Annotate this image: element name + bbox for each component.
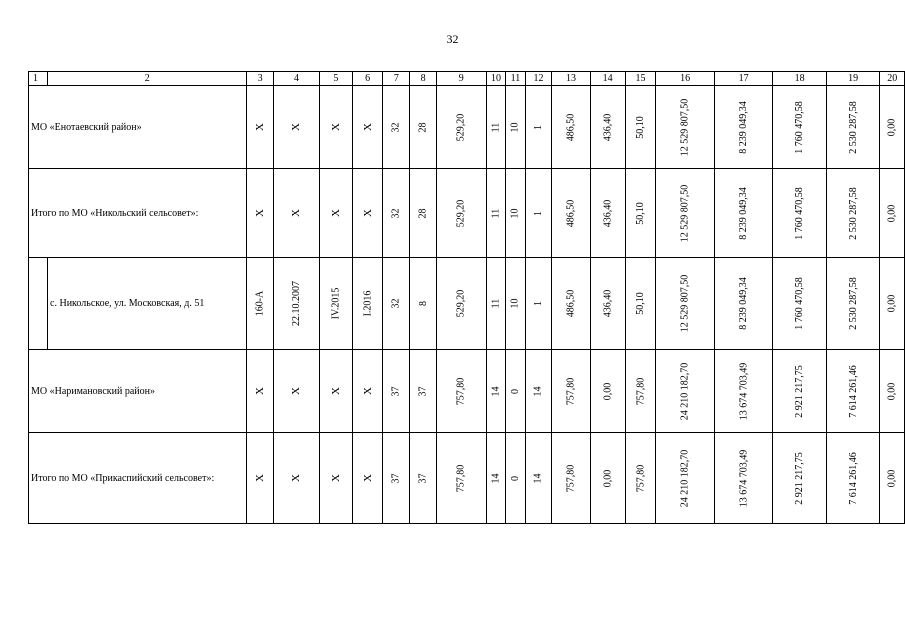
value-cell [773, 350, 827, 433]
cell-value: Х [329, 209, 342, 217]
value-cell [826, 433, 880, 524]
cell-value: 757,80 [565, 464, 577, 492]
cell-value: 486,50 [565, 113, 577, 141]
value-cell [656, 258, 715, 350]
value-cell [273, 258, 319, 350]
value-cell [486, 433, 506, 524]
value-cell [625, 258, 656, 350]
cell-value: 0,00 [886, 204, 898, 222]
value-cell [525, 169, 552, 258]
cell-value: 12 529 807,50 [679, 98, 691, 156]
value-cell [319, 433, 352, 524]
value-cell [552, 433, 590, 524]
value-cell [436, 258, 486, 350]
cell-value: 50,10 [635, 292, 647, 315]
value-cell [714, 433, 773, 524]
value-cell [247, 433, 274, 524]
cell-value: 13 674 703,49 [738, 362, 750, 420]
cell-value: 28 [417, 122, 429, 132]
col-7: 7 [383, 72, 410, 86]
value-cell [773, 258, 827, 350]
col-17: 17 [714, 72, 773, 86]
col-16: 16 [656, 72, 715, 86]
row-name-cell: Итого по МО «Никольский сельсовет»: [29, 169, 247, 258]
register-table [28, 71, 905, 524]
cell-value: 10 [509, 122, 521, 132]
value-cell [319, 258, 352, 350]
cell-value: 0,00 [886, 469, 898, 487]
cell-value: 14 [490, 473, 502, 483]
value-cell [273, 86, 319, 169]
value-cell [590, 350, 625, 433]
value-cell [383, 350, 410, 433]
cell-value: 10 [509, 208, 521, 218]
cell-value: 2 530 287,58 [847, 186, 859, 240]
cell-value: 37 [390, 473, 402, 483]
cell-value: IV.2015 [330, 287, 342, 320]
cell-value: Х [290, 474, 303, 482]
cell-value: 32 [390, 298, 402, 309]
cell-value: Х [290, 209, 303, 217]
value-cell [247, 350, 274, 433]
value-cell [590, 258, 625, 350]
cell-value: 529,20 [455, 289, 467, 318]
value-cell [525, 350, 552, 433]
value-cell [506, 350, 525, 433]
cell-value: 1 [532, 124, 544, 130]
cell-value: 0,00 [602, 382, 614, 400]
value-cell [436, 350, 486, 433]
cell-value: 28 [417, 208, 429, 218]
cell-value: 14 [490, 386, 502, 396]
cell-value: 1 [532, 301, 544, 306]
table-row [29, 86, 905, 169]
cell-value: 37 [417, 386, 429, 396]
cell-value: 529,20 [455, 113, 467, 141]
cell-value: I.2016 [362, 290, 374, 317]
value-cell [383, 169, 410, 258]
cell-value: 50,10 [635, 201, 647, 225]
value-cell [773, 433, 827, 524]
value-cell [486, 86, 506, 169]
value-cell [383, 258, 410, 350]
col-12: 12 [525, 72, 552, 86]
value-cell [826, 258, 880, 350]
value-cell [714, 350, 773, 433]
value-cell [714, 86, 773, 169]
cell-value: 24 210 182,70 [679, 449, 691, 507]
value-cell [486, 169, 506, 258]
value-cell [880, 350, 905, 433]
col-18: 18 [773, 72, 827, 86]
col-2: 2 [48, 72, 247, 86]
value-cell [352, 169, 383, 258]
col-14: 14 [590, 72, 625, 86]
value-cell [436, 433, 486, 524]
cell-value: 22.10.2007 [290, 281, 302, 326]
page-number: 32 [446, 32, 459, 46]
cell-value: 0,00 [886, 294, 898, 313]
value-cell [552, 258, 590, 350]
value-cell [410, 86, 437, 169]
cell-value: Х [361, 209, 374, 217]
value-cell [352, 86, 383, 169]
value-cell [525, 258, 552, 350]
table-row [29, 169, 905, 258]
cell-value: 1 760 470,58 [794, 186, 806, 240]
row-index-cell [29, 258, 48, 350]
value-cell [552, 86, 590, 169]
value-cell [436, 86, 486, 169]
value-cell [656, 350, 715, 433]
cell-value: Х [329, 474, 342, 482]
col-19: 19 [826, 72, 880, 86]
cell-value: Х [329, 387, 342, 395]
cell-value: 32 [390, 122, 402, 132]
table-row [29, 350, 905, 433]
cell-value: Х [361, 387, 374, 395]
cell-value: Х [254, 474, 267, 482]
cell-value: Х [254, 209, 267, 217]
cell-value: 13 674 703,49 [738, 449, 750, 507]
table-row [29, 433, 905, 524]
value-cell [880, 258, 905, 350]
cell-value: 24 210 182,70 [679, 362, 691, 420]
value-cell [436, 169, 486, 258]
value-cell [273, 169, 319, 258]
cell-value: 14 [532, 473, 544, 483]
cell-value: 14 [532, 386, 544, 396]
value-cell [773, 169, 827, 258]
cell-value: 10 [509, 298, 521, 309]
col-13: 13 [552, 72, 590, 86]
value-cell [880, 169, 905, 258]
cell-value: 8 239 049,34 [738, 186, 750, 240]
value-cell [714, 258, 773, 350]
cell-value: 1 [532, 210, 544, 216]
cell-value: 11 [490, 208, 502, 218]
value-cell [506, 258, 525, 350]
col-20: 20 [880, 72, 905, 86]
value-cell [625, 433, 656, 524]
value-cell [656, 169, 715, 258]
col-11: 11 [506, 72, 525, 86]
value-cell [486, 350, 506, 433]
value-cell [625, 169, 656, 258]
value-cell [486, 258, 506, 350]
cell-value: 50,10 [635, 115, 647, 139]
value-cell [506, 433, 525, 524]
cell-value: 8 239 049,34 [738, 277, 750, 330]
cell-value: 7 614 261,46 [847, 364, 859, 418]
value-cell [880, 433, 905, 524]
value-cell [552, 350, 590, 433]
value-cell [273, 350, 319, 433]
cell-value: 8 239 049,34 [738, 100, 750, 154]
cell-value: Х [290, 123, 303, 131]
cell-value: 0 [509, 388, 521, 394]
cell-value: 436,40 [602, 289, 614, 318]
cell-value: 486,50 [565, 199, 577, 227]
value-cell [410, 258, 437, 350]
value-cell [552, 169, 590, 258]
cell-value: Х [254, 123, 267, 131]
col-10: 10 [486, 72, 506, 86]
cell-value: 757,80 [455, 377, 467, 405]
cell-value: Х [329, 123, 342, 131]
col-3: 3 [247, 72, 274, 86]
cell-value: Х [361, 474, 374, 482]
value-cell [826, 169, 880, 258]
col-8: 8 [410, 72, 437, 86]
value-cell [247, 86, 274, 169]
column-number-row [29, 72, 905, 86]
value-cell [656, 433, 715, 524]
value-cell [590, 86, 625, 169]
value-cell [383, 86, 410, 169]
value-cell [352, 433, 383, 524]
value-cell [773, 86, 827, 169]
value-cell [410, 169, 437, 258]
cell-value: 12 529 807,50 [679, 184, 691, 242]
cell-value: Х [254, 387, 267, 395]
cell-value: 436,40 [602, 199, 614, 227]
col-9: 9 [436, 72, 486, 86]
row-name-cell: с. Никольское, ул. Московская, д. 51 [48, 258, 247, 350]
value-cell [319, 86, 352, 169]
cell-value: 12 529 807,50 [679, 274, 691, 333]
cell-value: 1 760 470,58 [794, 277, 806, 330]
value-cell [590, 433, 625, 524]
cell-value: 486,50 [565, 289, 577, 318]
value-cell [625, 86, 656, 169]
value-cell [352, 350, 383, 433]
value-cell [625, 350, 656, 433]
cell-value: 436,40 [602, 113, 614, 141]
row-name-cell: Итого по МО «Прикаспийский сельсовет»: [29, 433, 247, 524]
cell-value: 529,20 [455, 199, 467, 227]
cell-value: 160-А [254, 290, 266, 317]
value-cell [247, 169, 274, 258]
value-cell [590, 169, 625, 258]
cell-value: 11 [490, 298, 502, 309]
value-cell [352, 258, 383, 350]
cell-value: 1 760 470,58 [794, 100, 806, 154]
cell-value: 0,00 [602, 469, 614, 487]
cell-value: 0,00 [886, 118, 898, 136]
cell-value: 757,80 [455, 464, 467, 492]
value-cell [525, 433, 552, 524]
cell-value: 0,00 [886, 382, 898, 400]
cell-value: 37 [390, 386, 402, 396]
cell-value: 2 530 287,58 [847, 100, 859, 154]
value-cell [247, 258, 274, 350]
value-cell [506, 169, 525, 258]
value-cell [383, 433, 410, 524]
col-1: 1 [29, 72, 48, 86]
value-cell [826, 86, 880, 169]
value-cell [319, 169, 352, 258]
value-cell [319, 350, 352, 433]
cell-value: 2 921 217,75 [794, 451, 806, 505]
cell-value: 8 [417, 301, 429, 306]
table-row [29, 258, 905, 350]
col-6: 6 [352, 72, 383, 86]
cell-value: Х [290, 387, 303, 395]
row-name-cell: МО «Наримановский район» [29, 350, 247, 433]
col-5: 5 [319, 72, 352, 86]
value-cell [410, 433, 437, 524]
cell-value: 37 [417, 473, 429, 483]
cell-value: 11 [490, 122, 502, 132]
value-cell [410, 350, 437, 433]
value-cell [525, 86, 552, 169]
col-4: 4 [273, 72, 319, 86]
col-15: 15 [625, 72, 656, 86]
cell-value: 0 [509, 475, 521, 481]
cell-value: 757,80 [565, 377, 577, 405]
cell-value: 7 614 261,46 [847, 451, 859, 505]
cell-value: 32 [390, 208, 402, 218]
value-cell [826, 350, 880, 433]
value-cell [714, 169, 773, 258]
value-cell [880, 86, 905, 169]
cell-value: 757,80 [635, 464, 647, 492]
value-cell [273, 433, 319, 524]
cell-value: 2 530 287,58 [847, 277, 859, 330]
cell-value: 2 921 217,75 [794, 364, 806, 418]
cell-value: Х [361, 123, 374, 131]
value-cell [656, 86, 715, 169]
cell-value: 757,80 [635, 377, 647, 405]
row-name-cell: МО «Енотаевский район» [29, 86, 247, 169]
value-cell [506, 86, 525, 169]
